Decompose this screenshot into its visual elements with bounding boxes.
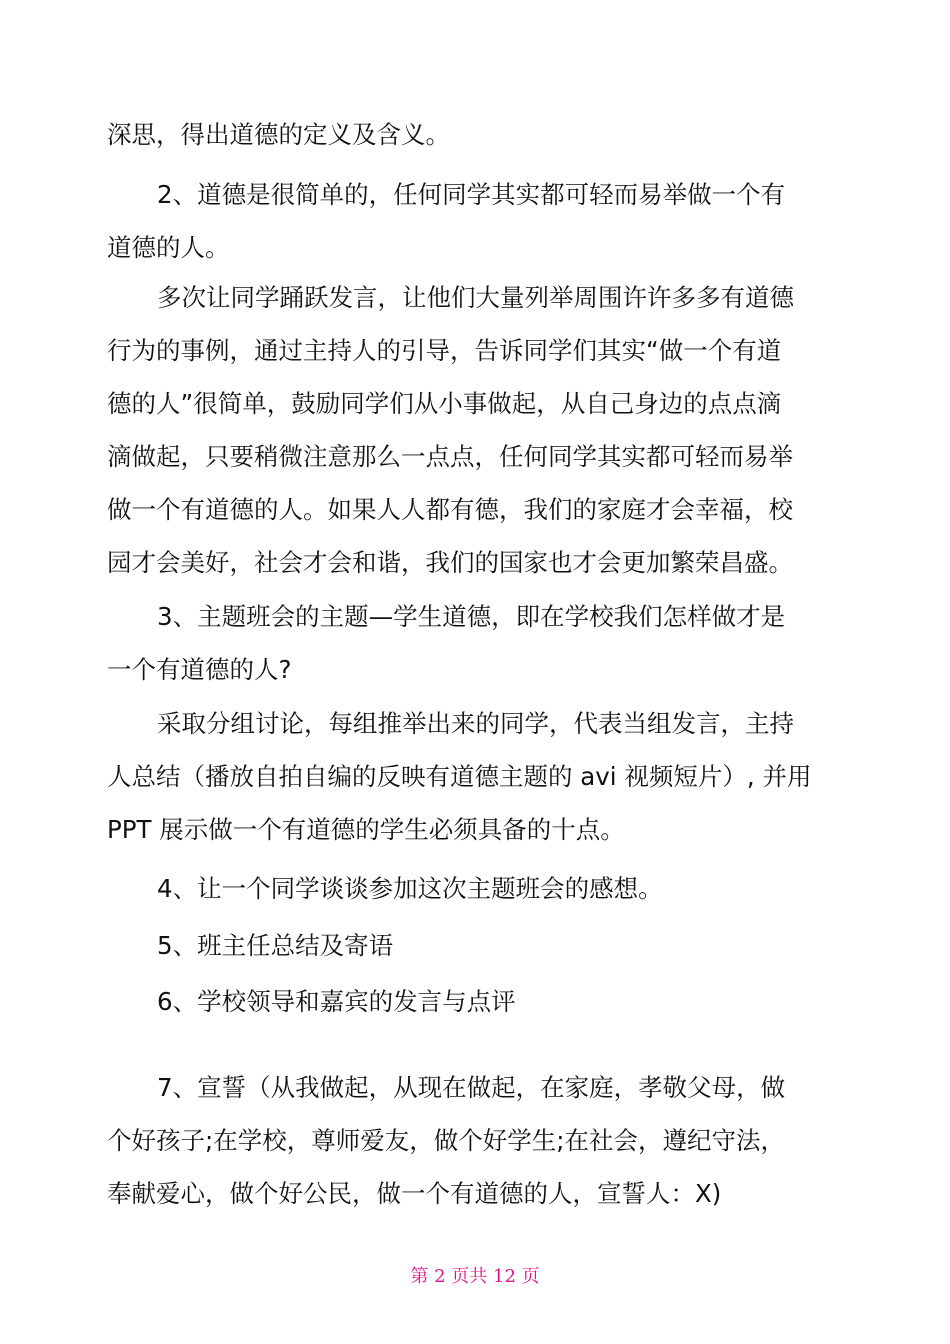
text-line: 奉献爱心，做个好公民，做一个有道德的人，宣誓人：X) [107,1179,722,1208]
text-line: 5、班主任总结及寄语 [157,931,394,960]
paragraph-item-6 [107,975,845,1028]
text-line: 滴做起，只要稍微注意那么一点点，任何同学其实都可轻而易举 [107,442,793,471]
text-line: 个好孩子;在学校，尊师爱友，做个好学生;在社会，遵纪守法， [107,1126,786,1155]
paragraph-group-discussion [107,697,845,856]
text-line: 道德的人。 [107,233,230,262]
text-line: 多次让同学踊跃发言，让他们大量列举周围许许多多有道德 [157,283,794,312]
text-line: 深思，得出道德的定义及含义。 [107,120,450,149]
text-line: 德的人”很简单，鼓励同学们从小事做起，从自己身边的点点滴 [107,389,782,418]
paragraph-item-3 [107,590,845,696]
text-line: 2、道德是很简单的，任何同学其实都可轻而易举做一个有 [157,180,786,209]
text-line: 人总结（播放自拍自编的反映有道德主题的 avi 视频短片）, 并用 [107,762,812,791]
text-line: 园才会美好，社会才会和谐，我们的国家也才会更加繁荣昌盛。 [107,548,793,577]
text-line: 6、学校领导和嘉宾的发言与点评 [157,987,516,1016]
paragraph-discussion [107,271,845,589]
text-line: 采取分组讨论，每组推举出来的同学，代表当组发言，主持 [157,709,794,738]
text-line: 做一个有道德的人。如果人人都有德，我们的家庭才会幸福，校 [107,495,793,524]
text-line: 一个有道德的人? [107,655,292,684]
paragraph-definition-intro [107,108,845,161]
paragraph-item-7-oath [107,1061,845,1220]
text-line: 行为的事例，通过主持人的引导，告诉同学们其实“做一个有道 [107,336,782,365]
page-number-footer: 第 2 页共 12 页 [410,1266,540,1287]
text-line: 4、让一个同学谈谈参加这次主题班会的感想。 [157,874,663,903]
paragraph-item-5 [107,919,845,972]
paragraph-item-2 [107,168,845,274]
paragraph-item-4 [107,862,845,915]
text-line: 3、主题班会的主题—学生道德，即在学校我们怎样做才是 [157,602,786,631]
text-line: 7、宣誓（从我做起，从现在做起，在家庭，孝敬父母，做 [157,1073,786,1102]
text-line: PPT 展示做一个有道德的学生必须具备的十点。 [107,815,625,844]
